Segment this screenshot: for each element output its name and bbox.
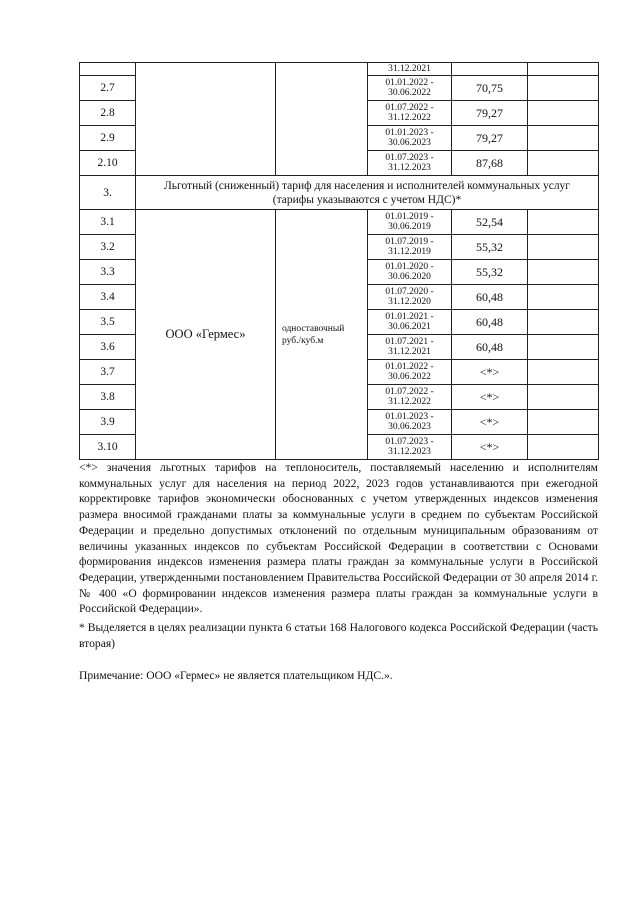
row-number: 3.9 — [80, 410, 136, 435]
period-end: 31.12.2019 — [388, 247, 431, 257]
period-cell — [368, 235, 452, 260]
vat-note — [79, 620, 598, 651]
row-number: 3.4 — [80, 285, 136, 310]
period-start: 01.07.2023 - — [385, 152, 434, 163]
tariff-value-cell — [452, 63, 528, 76]
row-number: 3.1 — [80, 210, 136, 235]
row-number: 3.5 — [80, 310, 136, 335]
period-cell — [368, 151, 452, 176]
extra-cell — [528, 385, 599, 410]
period-start: 01.01.2022 - — [385, 361, 434, 372]
table-row — [80, 210, 599, 235]
row-number: 2.10 — [80, 151, 136, 176]
period-end: 31.12.2023 — [388, 163, 431, 173]
period-cell — [368, 410, 452, 435]
period-cell — [368, 126, 452, 151]
period-start: 01.01.2021 - — [385, 311, 434, 322]
row-number: 3.8 — [80, 385, 136, 410]
tariff-value: 70,75 — [452, 76, 528, 101]
section-number: 3. — [80, 176, 136, 210]
extra-cell — [528, 335, 599, 360]
period-cell — [368, 360, 452, 385]
tariff-value: 60,48 — [452, 310, 528, 335]
remark — [79, 668, 598, 684]
period-end: 30.06.2020 — [388, 272, 431, 282]
period-start: 01.07.2022 - — [385, 386, 434, 397]
extra-cell — [528, 63, 599, 76]
period-end: 31.12.2023 — [388, 447, 431, 457]
organization-name: ООО «Гермес» — [136, 210, 276, 460]
period-cell — [368, 76, 452, 101]
row-number: 3.3 — [80, 260, 136, 285]
row-number: 2.9 — [80, 126, 136, 151]
period-cell — [368, 210, 452, 235]
section-header-row — [80, 176, 599, 210]
organization-cell — [136, 63, 276, 176]
period-start: 01.01.2019 - — [385, 211, 434, 222]
row-number: 3.7 — [80, 360, 136, 385]
period-end: 30.06.2022 — [388, 372, 431, 382]
period-start: 01.01.2023 - — [385, 127, 434, 138]
period-end: 30.06.2021 — [388, 322, 431, 332]
tariff-value: <*> — [452, 435, 528, 460]
asterisk-note — [79, 460, 598, 617]
extra-cell — [528, 310, 599, 335]
tariff-value: 60,48 — [452, 285, 528, 310]
extra-cell — [528, 435, 599, 460]
period-start: 01.01.2022 - — [385, 77, 434, 88]
extra-cell — [528, 126, 599, 151]
extra-cell — [528, 210, 599, 235]
period-cell — [368, 310, 452, 335]
period-start: 01.01.2023 - — [385, 411, 434, 422]
extra-cell — [528, 260, 599, 285]
tariff-value: <*> — [452, 410, 528, 435]
row-number: 3.10 — [80, 435, 136, 460]
remark-text: Примечание: ООО «Гермес» не является плательщиком НДС.». — [79, 669, 393, 682]
row-number: 2.8 — [80, 101, 136, 126]
tariff-type-label: одноставочный — [282, 323, 345, 334]
tariff-value: <*> — [452, 360, 528, 385]
tariff-value: 55,32 — [452, 260, 528, 285]
section-title: Льготный (сниженный) тариф для населения и исполнителей коммунальных услуг (тарифы указываются с учетом НДС)* — [136, 176, 599, 210]
tariff-type — [276, 210, 368, 460]
period-cell — [368, 435, 452, 460]
vat-note-text: * Выделяется в целях реализации пункта 6 статьи 168 Налогового кодекса Российской Федерации (часть вторая) — [79, 621, 598, 650]
extra-cell — [528, 285, 599, 310]
period-end: 31.12.2022 — [388, 397, 431, 407]
tariff-value: 79,27 — [452, 126, 528, 151]
extra-cell — [528, 76, 599, 101]
period-end: 30.06.2023 — [388, 138, 431, 148]
tariff-value: <*> — [452, 385, 528, 410]
period-end: 31.12.2020 — [388, 297, 431, 307]
period-end: 30.06.2022 — [388, 88, 431, 98]
extra-cell — [528, 235, 599, 260]
period-end: 30.06.2023 — [388, 422, 431, 432]
period-end: 30.06.2019 — [388, 222, 431, 232]
extra-cell — [528, 360, 599, 385]
row-number-cell — [80, 63, 136, 76]
period-start: 01.07.2022 - — [385, 102, 434, 113]
tariff-table — [79, 62, 599, 460]
tariff-unit: руб./куб.м — [282, 335, 324, 346]
period-cell: 31.12.2021 — [368, 63, 452, 76]
row-number: 3.6 — [80, 335, 136, 360]
tariff-value: 79,27 — [452, 101, 528, 126]
row-number: 3.2 — [80, 235, 136, 260]
asterisk-note-text: <*> значения льготных тарифов на теплоноситель, поставляемый населению и исполнителям коммунальных услуг для населения на период 2022, 2023 годов устанавливаются при ежегодной корректировке тарифов экономически обоснованных с учетом утвержденных индексов изменения размера вносимой гражданами платы за коммунальные услуги в среднем по субъектам Российской Федерации и предельно допустимых отклонений по отдельным муниципальным образованиям от величины указанных индексов по субъектам Российской Федерации в соответствии с Основами формирования индексов изменения размера платы граждан за коммунальные услуги в Российской Федерации, утвержденными постановлением Правительства Российской Федерации от 30 апреля 2014 г. № 400 «О формировании индексов изменения размера платы граждан за коммунальные услуги в Российской Федерации». — [79, 461, 598, 616]
period-cell — [368, 335, 452, 360]
period-start: 01.07.2021 - — [385, 336, 434, 347]
row-number: 2.7 — [80, 76, 136, 101]
extra-cell — [528, 410, 599, 435]
period-end: 31.12.2022 — [388, 113, 431, 123]
period-start: 01.07.2019 - — [385, 236, 434, 247]
period-cell — [368, 260, 452, 285]
period-cell — [368, 285, 452, 310]
period-start: 01.07.2023 - — [385, 436, 434, 447]
period-cell — [368, 385, 452, 410]
tariff-type-cell — [276, 63, 368, 176]
period-start: 01.07.2020 - — [385, 286, 434, 297]
tariff-value: 52,54 — [452, 210, 528, 235]
tariff-value: 55,32 — [452, 235, 528, 260]
tariff-value: 87,68 — [452, 151, 528, 176]
tariff-value: 60,48 — [452, 335, 528, 360]
extra-cell — [528, 101, 599, 126]
period-end: 31.12.2021 — [388, 347, 431, 357]
period-cell — [368, 101, 452, 126]
extra-cell — [528, 151, 599, 176]
table-row — [80, 63, 599, 76]
period-start: 01.01.2020 - — [385, 261, 434, 272]
